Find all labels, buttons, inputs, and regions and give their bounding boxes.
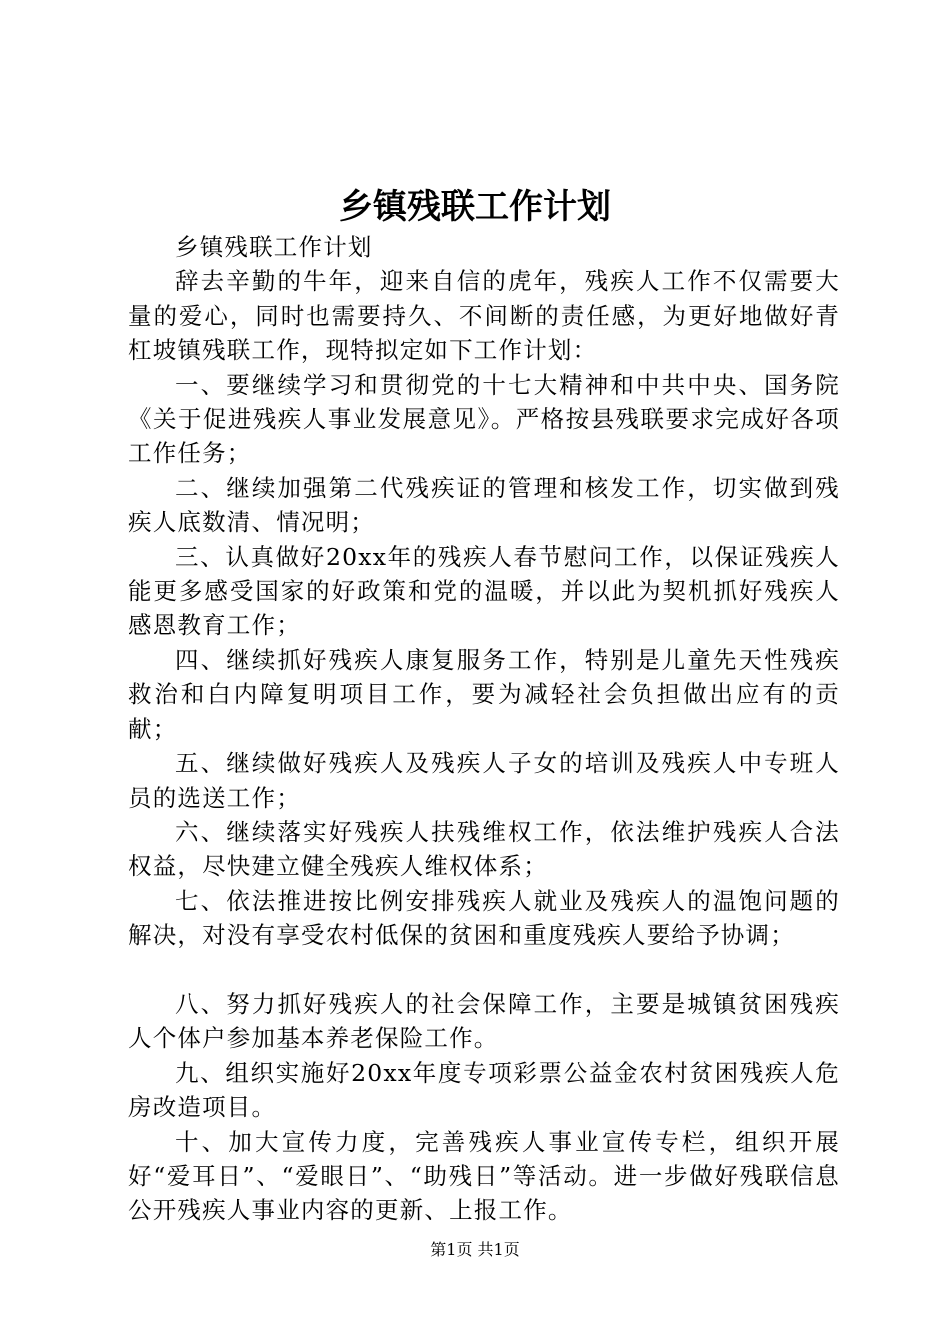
paragraph-item-1: 一、要继续学习和贯彻党的十七大精神和中共中央、国务院《关于促进残疾人事业发展意见》。严格按县残联要求完成好各项工作任务； (128, 370, 840, 468)
paragraph-item-9: 九、组织实施好20xx年度专项彩票公益金农村贫困残疾人危房改造项目。 (128, 1058, 840, 1122)
paragraph-intro: 辞去辛勤的牛年，迎来自信的虎年，残疾人工作不仅需要大量的爱心，同时也需要持久、不间断的责任感，为更好地做好青杠坡镇残联工作，现特拟定如下工作计划： (128, 267, 840, 365)
paragraph-item-5: 五、继续做好残疾人及残疾人子女的培训及残疾人中专班人员的选送工作； (128, 749, 840, 812)
document-title: 乡镇残联工作计划 (339, 187, 611, 227)
document-body (128, 230, 840, 1228)
paragraph-item-4: 四、继续抓好残疾人康复服务工作，特别是儿童先天性残疾救治和白内障复明项目工作，要为减轻社会负担做出应有的贡献； (128, 645, 840, 743)
paragraph-subtitle: 乡镇残联工作计划 (175, 233, 373, 261)
paragraph-item-8: 八、努力抓好残疾人的社会保障工作，主要是城镇贫困残疾人个体户参加基本养老保险工作。 (128, 989, 840, 1053)
paragraph-item-2: 二、继续加强第二代残疾证的管理和核发工作，切实做到残疾人底数清、情况明； (128, 473, 840, 537)
paragraph-item-10: 十、加大宣传力度，完善残疾人事业宣传专栏，组织开展好“爱耳日”、“爱眼日”、“助残日”等活动。进一步做好残联信息公开残疾人事业内容的更新、上报工作。 (128, 1127, 840, 1225)
page-footer: 第1页 共1页 (430, 1240, 520, 1259)
paragraph-item-6: 六、继续落实好残疾人扶残维权工作，依法维护残疾人合法权益，尽快建立健全残疾人维权体系； (128, 817, 840, 881)
paragraph-item-3: 三、认真做好20xx年的残疾人春节慰问工作，以保证残疾人能更多感受国家的好政策和党的温暖，并以此为契机抓好残疾人感恩教育工作； (128, 542, 840, 640)
paragraph-item-7: 七、依法推进按比例安排残疾人就业及残疾人的温饱问题的解决，对没有享受农村低保的贫困和重度残疾人要给予协调； (128, 886, 840, 950)
